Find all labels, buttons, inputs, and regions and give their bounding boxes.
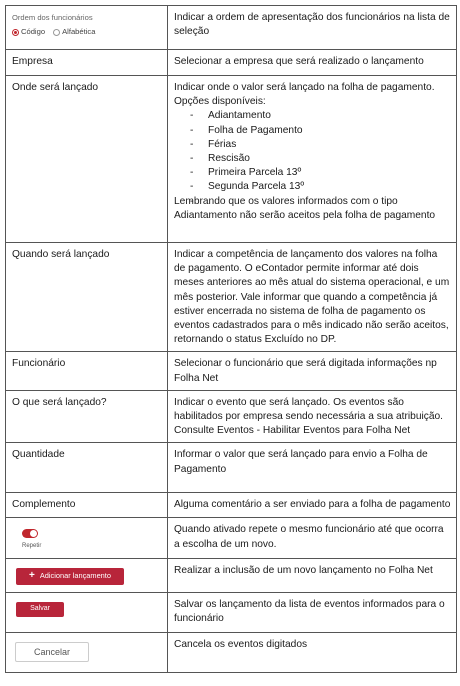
funcionario-description: Selecionar o funcionário que será digitada informações np Folha Net bbox=[168, 352, 457, 390]
ordem-radio-group bbox=[12, 25, 162, 39]
adicionar-description: Realizar a inclusão de um novo lançamento no Folha Net bbox=[168, 558, 457, 592]
oque-label: O que será lançado? bbox=[6, 390, 168, 443]
salvar-description: Salvar os lançamento da lista de eventos informados para o funcionário bbox=[168, 592, 457, 632]
onde-label: Onde será lançado bbox=[6, 76, 168, 243]
table-row bbox=[6, 76, 457, 243]
table-row bbox=[6, 50, 457, 76]
repetir-cell bbox=[6, 518, 168, 558]
table-row bbox=[6, 632, 457, 672]
radio-selected-icon bbox=[12, 29, 19, 36]
list-item: - Primeira Parcela 13º bbox=[190, 166, 451, 180]
cancelar-description: Cancela os eventos digitados bbox=[168, 632, 457, 672]
quando-label: Quando será lançado bbox=[6, 243, 168, 352]
list-item: - Folha de Pagamento bbox=[190, 124, 451, 138]
cancelar-cell bbox=[6, 632, 168, 672]
list-item: - Férias bbox=[190, 138, 451, 152]
funcionario-label: Funcionário bbox=[6, 352, 168, 390]
plus-icon: + bbox=[29, 570, 35, 582]
adicionar-cell bbox=[6, 558, 168, 592]
add-entry-label: Adicionar lançamento bbox=[39, 571, 111, 581]
onde-note: Lembrando que os valores informados com o tipo Adiantamento não serão aceitos pela folha de pagamento bbox=[174, 195, 436, 221]
complemento-label: Complemento bbox=[6, 493, 168, 518]
complemento-description: Alguma comentário a ser enviado para a folha de pagamento bbox=[168, 493, 457, 518]
quando-description: Indicar a competência de lançamento dos valores na folha de pagamento. O eContador permite informar até dois meses anteriores ao mês atual do sistema operacional, e um mês posterior. Vale informar que quando a competência já estiver encerrada no sistema de folha de pagamento os eventos cadastrados para o mês indicado não serão aceitos, retornando o status Excluído no DP. bbox=[168, 243, 457, 352]
onde-options-title: Opções disponíveis: bbox=[174, 96, 266, 108]
table-row bbox=[6, 243, 457, 352]
quantidade-label: Quantidade bbox=[6, 443, 168, 493]
field-description-table bbox=[5, 5, 457, 673]
add-entry-button[interactable] bbox=[16, 568, 124, 585]
ordem-label: Ordem dos funcionários bbox=[12, 13, 93, 22]
radio-unselected-icon bbox=[53, 29, 60, 36]
table-row bbox=[6, 592, 457, 632]
radio-alfabetica[interactable] bbox=[53, 25, 95, 39]
empresa-label: Empresa bbox=[6, 50, 168, 76]
table-row bbox=[6, 352, 457, 390]
radio-alfabetica-label: Alfabética bbox=[62, 27, 96, 36]
repetir-label: Repetir bbox=[22, 543, 42, 550]
ordem-cell bbox=[6, 6, 168, 50]
repetir-toggle-group bbox=[12, 523, 162, 553]
table-row bbox=[6, 518, 457, 558]
radio-codigo-label: Código bbox=[21, 27, 46, 36]
oque-description: Indicar o evento que será lançado. Os eventos são habilitados por empresa sendo necessária a sua atribuição. Consulte Eventos - Habilitar Eventos para Folha Net bbox=[168, 390, 457, 443]
table-row bbox=[6, 443, 457, 493]
ordem-description: Indicar a ordem de apresentação dos funcionários na lista de seleção bbox=[168, 6, 457, 50]
onde-intro: Indicar onde o valor será lançado na folha de pagamento. bbox=[174, 82, 435, 93]
repetir-toggle[interactable] bbox=[22, 529, 38, 538]
list-item: - Adiantamento bbox=[190, 109, 451, 123]
radio-codigo[interactable] bbox=[12, 25, 45, 39]
empresa-description: Selecionar a empresa que será realizado o lançamento bbox=[168, 50, 457, 76]
repetir-description: Quando ativado repete o mesmo funcionário até que ocorra a escolha de um novo. bbox=[168, 518, 457, 558]
table-row bbox=[6, 558, 457, 592]
list-item: - Rescisão bbox=[190, 152, 451, 166]
cancel-button[interactable]: Cancelar bbox=[15, 642, 89, 662]
save-button[interactable]: Salvar bbox=[16, 602, 64, 617]
quantidade-description: Informar o valor que será lançado para envio a Folha de Pagamento bbox=[168, 443, 457, 493]
table-row bbox=[6, 6, 457, 50]
onde-options-list bbox=[174, 109, 451, 194]
onde-description bbox=[168, 76, 457, 243]
salvar-cell bbox=[6, 592, 168, 632]
table-row bbox=[6, 390, 457, 443]
list-item: - Segunda Parcela 13º bbox=[190, 180, 451, 194]
table-row bbox=[6, 493, 457, 518]
